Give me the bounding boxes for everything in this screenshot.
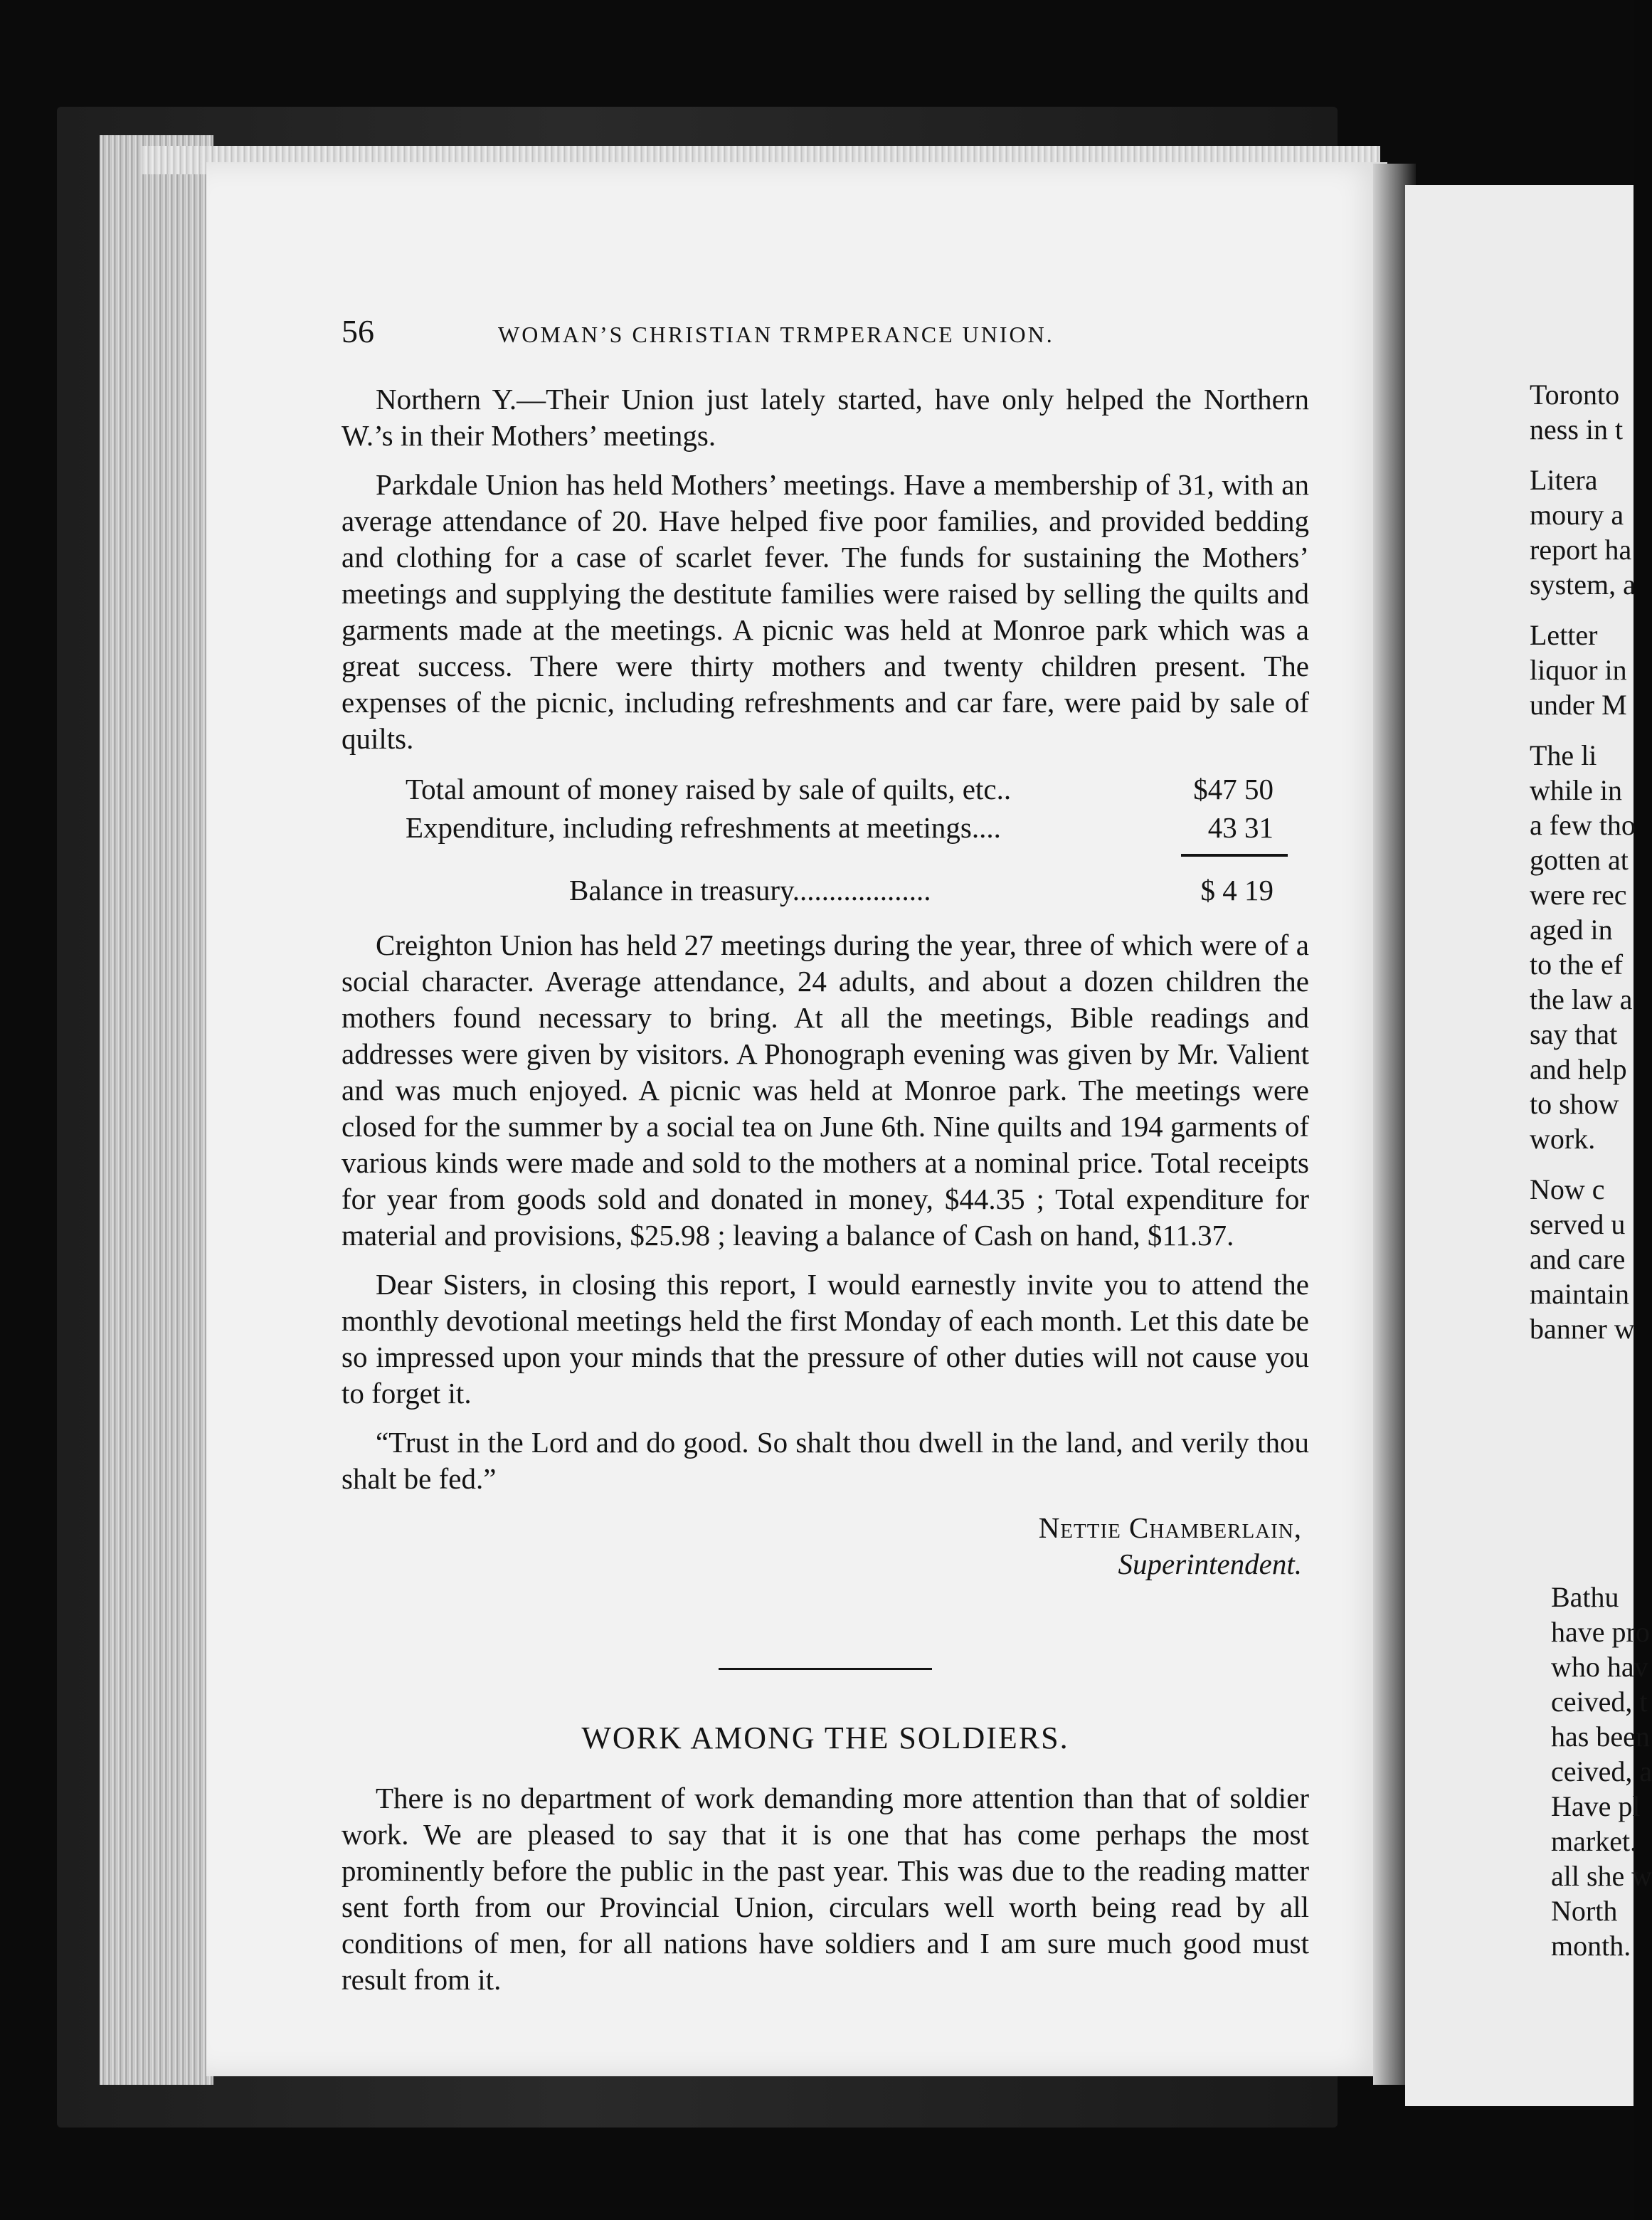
paragraph-parkdale: Parkdale Union has held Mothers’ meetings. Have a membership of 31, with an average attendance of 20. Have helped five poor families, and provided bedding and clothing for a case of scarlet fever. The funds for sustaining the Mothers’ meetings and supplying the destitute families were raised by selling the quilts and garments made at the meetings. A picnic was held at Monroe park which was a great success. There were thirty mothers and twenty children present. The expenses of the picnic, including refreshments and car fare, were paid by sale of quilts. <box>341 468 1309 755</box>
facing-line: and care <box>1530 1243 1626 1275</box>
ledger-row-balance <box>341 872 1309 909</box>
ledger-label-expenditure: Expenditure, including refreshments at meetings.... <box>406 811 1001 844</box>
facing-page-bottom-text <box>1551 1580 1652 1963</box>
facing-line: and help <box>1530 1053 1627 1085</box>
paragraph-soldiers: There is no department of work demanding more attention than that of soldier work. We are pleased to say that it is one that has come perhaps the most prominently before the public in the past year. This was due to the reading matter sent forth from our Provincial Union, circulars well worth being read by all conditions of men, for all nations have soldiers and I am sure much good must result from it. <box>341 1782 1309 1996</box>
ledger-amount-expenditure: 43 31 <box>1207 811 1274 844</box>
facing-line: the law a <box>1530 983 1633 1015</box>
page-edges <box>100 135 213 2085</box>
ledger-amount-total: $47 50 <box>1193 773 1274 805</box>
signature-block <box>341 1510 1309 1582</box>
facing-line: has been <box>1551 1720 1650 1753</box>
paragraph-dear-sisters: Dear Sisters, in closing this report, I would earnestly invite you to attend the monthly devotional meetings held the first Monday of each month. Let this date be so impressed upon your minds that the pressure of other duties will not cause you to forget it. <box>341 1268 1309 1410</box>
facing-line: ceived, t <box>1551 1686 1648 1718</box>
facing-line: while in <box>1530 774 1622 806</box>
facing-line: Toronto <box>1530 379 1620 411</box>
ledger-label-balance: Balance in treasury................... <box>569 874 931 906</box>
facing-line: Bathu <box>1551 1581 1619 1613</box>
facing-line: market. <box>1551 1825 1638 1857</box>
facing-line: all she w <box>1551 1860 1652 1892</box>
paragraph-northern-y: Northern Y.—Their Union just lately started, have only helped the Northern W.’s in their Mothers’ meetings. <box>341 383 1309 452</box>
ledger-row-total <box>341 770 1309 808</box>
ledger-label-total: Total amount of money raised by sale of quilts, etc.. <box>406 773 1012 805</box>
ledger <box>341 770 1309 847</box>
facing-line: to the ef <box>1530 948 1624 980</box>
facing-line: a few tho <box>1530 809 1636 841</box>
facing-page-top-text <box>1530 377 1634 1346</box>
facing-line: report ha <box>1530 534 1632 566</box>
signature-title: Superintendent. <box>1118 1548 1302 1580</box>
facing-line: Have pl <box>1551 1790 1641 1822</box>
facing-line: aged in <box>1530 914 1613 946</box>
facing-line: maintain <box>1530 1278 1629 1310</box>
facing-line: under M <box>1530 689 1627 721</box>
facing-line: system, a <box>1530 569 1636 601</box>
facing-line: to show <box>1530 1088 1619 1120</box>
facing-line: ness in t <box>1530 413 1624 445</box>
facing-line: Now c <box>1530 1173 1605 1205</box>
facing-line: moury a <box>1530 499 1624 531</box>
facing-line: ceived, a <box>1551 1755 1652 1787</box>
left-page-content <box>341 313 1309 2011</box>
facing-line: have pro <box>1551 1616 1650 1648</box>
facing-line: work. <box>1530 1123 1596 1155</box>
page-header <box>341 313 1309 353</box>
facing-line: served u <box>1530 1208 1626 1240</box>
ledger-sum-rule <box>1181 854 1288 857</box>
page-number: 56 <box>341 313 374 349</box>
signature-name: Nettie Chamberlain, <box>1038 1511 1302 1544</box>
facing-line: say that <box>1530 1018 1618 1050</box>
facing-line: were rec <box>1530 879 1627 911</box>
paragraph-quote: “Trust in the Lord and do good. So shalt thou dwell in the land, and verily thou shalt be fed.” <box>341 1426 1309 1495</box>
running-head: WOMAN’S CHRISTIAN TRMPERANCE UNION. <box>498 322 1054 347</box>
section-divider <box>719 1668 932 1670</box>
ledger-amount-balance: $ 4 19 <box>1200 874 1274 906</box>
facing-line: North <box>1551 1895 1618 1927</box>
facing-line: Letter <box>1530 619 1598 651</box>
facing-line: Litera <box>1530 464 1598 496</box>
ledger-row-expenditure <box>341 808 1309 847</box>
facing-line: The li <box>1530 739 1597 771</box>
facing-line: who hav <box>1551 1651 1648 1683</box>
facing-line: banner w <box>1530 1313 1635 1345</box>
section-title: WORK AMONG THE SOLDIERS. <box>581 1720 1069 1755</box>
facing-line: liquor in <box>1530 654 1627 686</box>
facing-line: gotten at <box>1530 844 1629 876</box>
paragraph-creighton: Creighton Union has held 27 meetings during the year, three of which were of a social character. Average attendance, 24 adults, and about a dozen children the mothers found necessary to bring. At all the meetings, Bible readings and addresses were given by visitors. A Phonograph evening was given by Mr. Valient and was much enjoyed. A picnic was held at Monroe park. The meetings were closed for the summer by a social tea on June 6th. Nine quilts and 194 garments of various kinds were made and sold to the mothers at a nominal price. Total receipts for year from goods sold and donated in money, $44.35 ; Total expenditure for material and provisions, $25.98 ; leaving a balance of Cash on hand, $11.37. <box>341 929 1309 1252</box>
facing-line: month. <box>1551 1930 1631 1962</box>
